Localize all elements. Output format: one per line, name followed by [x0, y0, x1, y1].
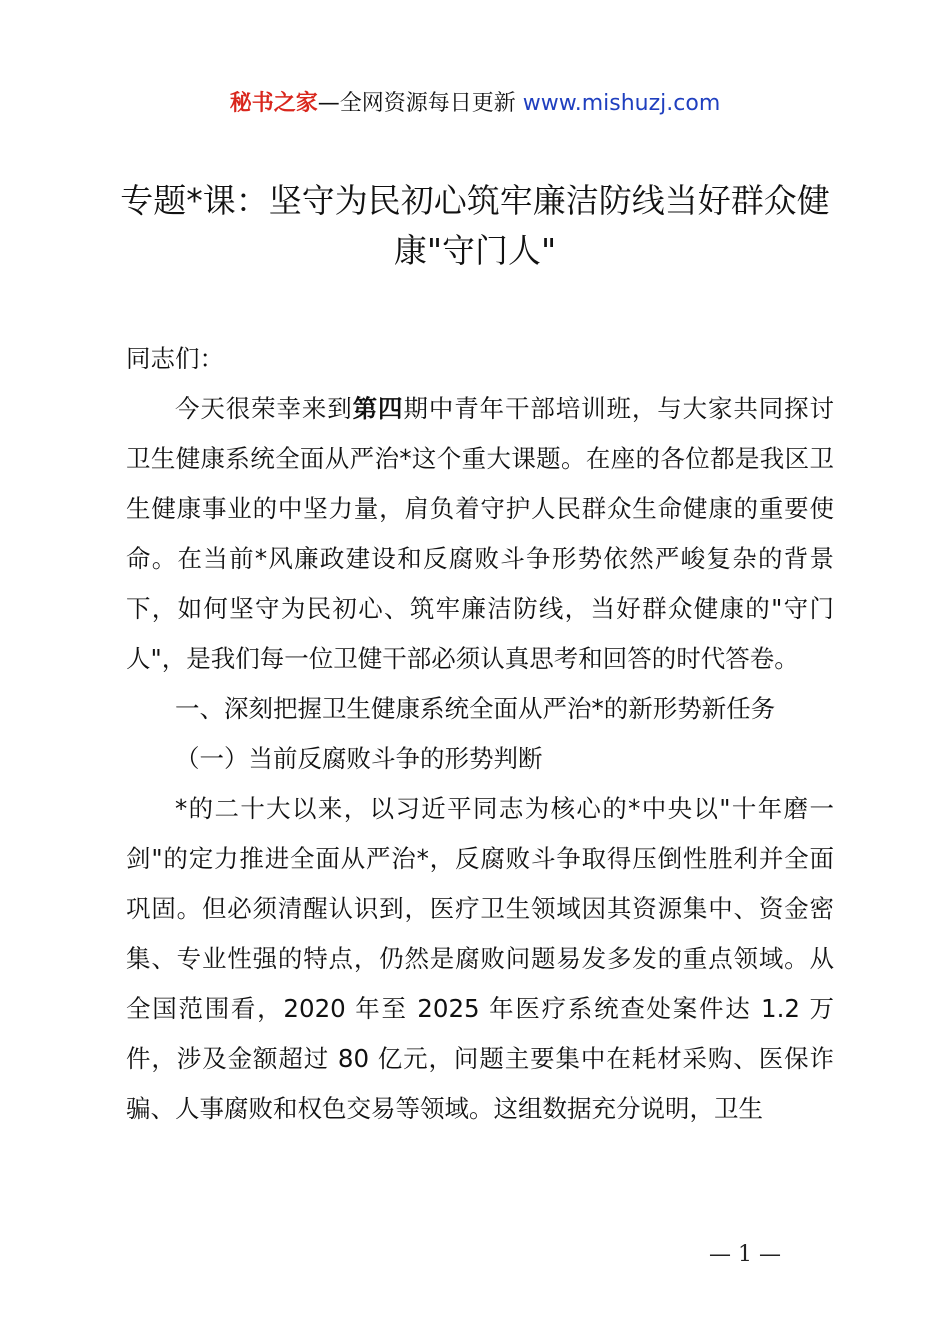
paragraph-intro-start: 今天很荣幸来到 [175, 394, 353, 423]
section-heading: 一、深刻把握卫生健康系统全面从严治*的新形势新任务 [175, 694, 776, 723]
salutation: 同志们： [126, 344, 224, 373]
document-title: 专题*课：坚守为民初心筑牢廉洁防线当好群众健康"守门人" [120, 181, 830, 270]
site-brand: 秘书之家 [229, 91, 318, 116]
page-number: — 1 — [709, 1242, 781, 1267]
subsection-heading: （一）当前反腐败斗争的形势判断 [175, 744, 543, 773]
site-header [0, 86, 950, 122]
document-body [126, 334, 834, 1134]
paragraph-situation: *的二十大以来，以习近平同志为核心的*中央以"十年磨一剑"的定力推进全面从严治*，反腐败斗争取得压倒性胜利并全面巩固。但必须清醒认识到，医疗卫生领域因其资源集中、资金密集、专业性强的特点，仍然是腐败问题易发多发的重点领域。从全国范围看，2020 年至 2025 年医疗系统查处案件达 1.2 万件，涉及金额超过 80 亿元，问题主要集中在耗材采购、医保诈骗、人事腐败和权色交易等领域。这组数据充分说明，卫生 [126, 794, 834, 1123]
site-url-link[interactable]: www.mishuzj.com [522, 91, 721, 116]
paragraph-intro-rest: 期中青年干部培训班，与大家共同探讨卫生健康系统全面从严治*这个重大课题。在座的各位都是我区卫生健康事业的中坚力量，肩负着守护人民群众生命健康的重要使命。在当前*风廉政建设和反腐败斗争形势依然严峻复杂的背景下，如何坚守为民初心、筑牢廉洁防线，当好群众健康的"守门人"，是我们每一位卫健干部必须认真思考和回答的时代答卷。 [126, 394, 835, 673]
paragraph-intro [126, 384, 834, 684]
site-tagline: —全网资源每日更新 [317, 91, 516, 116]
paragraph-intro-bold: 第四 [352, 394, 404, 423]
